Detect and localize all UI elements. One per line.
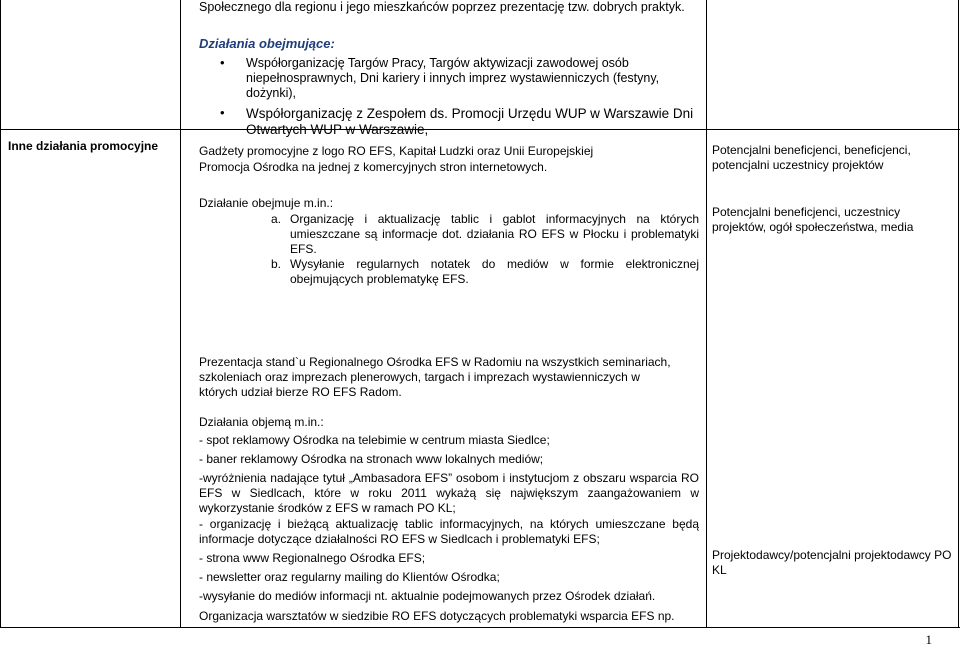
top-continuation-text: Społecznego dla regionu i jego mieszkańców poprzez prezentację tzw. dobrych praktyk. bbox=[199, 0, 685, 14]
row-label: Inne działania promocyjne bbox=[8, 139, 159, 153]
block1-content bbox=[199, 144, 699, 175]
list-item: - baner reklamowy Ośrodka na stronach www lokalnych mediów; bbox=[199, 452, 544, 466]
block4-text: Organizacja warsztatów w siedzibie RO EFS dotyczących problematyki wsparcia EFS np. bbox=[199, 609, 675, 623]
list-item: -wysyłanie do mediów informacji nt. aktualnie podejmowanych przez Ośrodek działań. bbox=[199, 589, 656, 603]
list-item: • Współorganizację z Zespołem ds. Promocji Urzędu WUP w Warszawie Dni Otwartych WUP w Warszawie, bbox=[220, 105, 694, 137]
list-item: - organizację i bieżącą aktualizację tablic informacyjnych, na których umieszczane będą informacje dotyczące działalności RO EFS w Siedlcach i problematyki EFS; bbox=[199, 517, 699, 546]
list-item: -wyróżnienia nadające tytuł „Ambasadora EFS” osobom i instytucjom z obszaru wsparcia RO EFS w Siedlcach, które w roku 2011 wykażą się największym zaangażowaniem w wykorzystanie środków z EFS w ramach PO KL; bbox=[199, 471, 699, 515]
table-border-col1 bbox=[180, 0, 181, 628]
page-number: 1 bbox=[925, 632, 932, 647]
list-item: - spot reklamowy Ośrodka na telebimie w centrum miasta Siedlce; bbox=[199, 433, 550, 447]
block3-list bbox=[199, 433, 699, 604]
block3-heading: Działania objemą m.in.: bbox=[199, 415, 324, 429]
block1-target: Potencjalni beneficjenci, beneficjenci, potencjalni uczestnicy projektów bbox=[712, 143, 911, 172]
block1-line: Gadżety promocyjne z logo RO EFS, Kapitał Ludzki oraz Unii Europejskiej bbox=[199, 144, 594, 158]
block1-line: Promocja Ośrodka na jednej z komercyjnych stron internetowych. bbox=[199, 160, 548, 174]
block3-intro: Prezentacja stand`u Regionalnego Ośrodka EFS w Radomiu na wszystkich seminariach, szkoleniach oraz imprezach plenerowych, targach i imprezach wystawienniczych w których udział bierze RO EFS Radom. bbox=[199, 355, 671, 399]
list-item: b. Wysyłanie regularnych notatek do mediów w formie elektronicznej obejmujących problematykę EFS. bbox=[271, 257, 699, 286]
block2-target: Potencjalni beneficjenci, uczestnicy projektów, ogół społeczeństwa, media bbox=[712, 205, 914, 234]
table-border-bottom bbox=[0, 627, 960, 628]
table-border-col2 bbox=[706, 0, 707, 628]
table-border-left bbox=[0, 0, 1, 628]
list-item: - strona www Regionalnego Ośrodka EFS; bbox=[199, 551, 426, 565]
list-marker: b. bbox=[271, 257, 282, 271]
list-item: a. Organizację i aktualizację tablic i gablot informacyjnych na których umieszczane są informacje dot. działania RO EFS w Płocku i problematyki EFS. bbox=[271, 212, 699, 256]
block2-list bbox=[271, 212, 699, 287]
block3-target: Projektodawcy/potencjalni projektodawcy PO KL bbox=[712, 548, 952, 577]
bullet-icon: • bbox=[220, 55, 225, 70]
top-bullet-list bbox=[220, 55, 696, 138]
block2-heading: Działanie obejmuje m.in.: bbox=[199, 196, 334, 210]
top-heading: Działania obejmujące: bbox=[199, 36, 335, 51]
list-item: - newsletter oraz regularny mailing do Klientów Ośrodka; bbox=[199, 570, 500, 584]
list-marker: a. bbox=[271, 212, 282, 226]
table-border-right bbox=[958, 0, 959, 628]
list-item: • Współorganizację Targów Pracy, Targów aktywizacji zawodowej osób niepełnosprawnych, Dni kariery i innych imprez wystawienniczych (festyny, dożynki), bbox=[220, 55, 660, 100]
bullet-icon: • bbox=[220, 105, 225, 120]
